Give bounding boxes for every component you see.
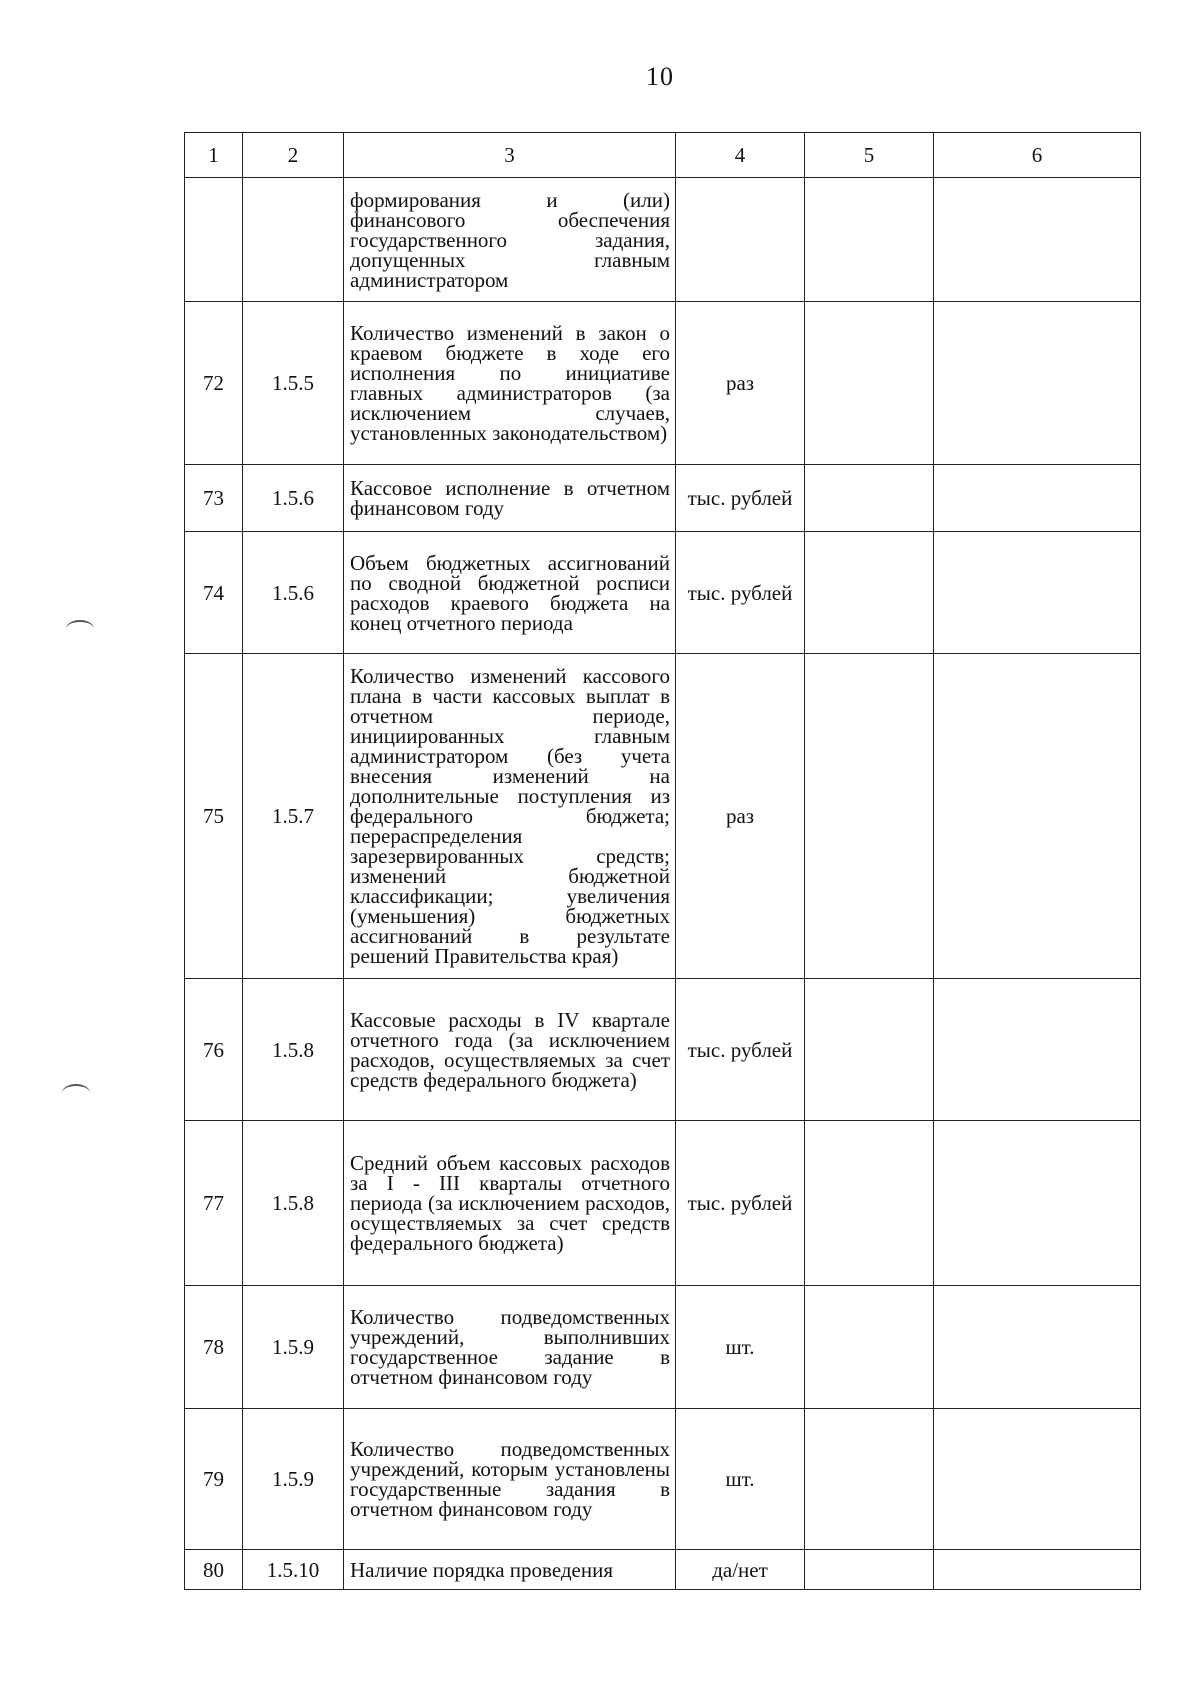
indicators-table [184,132,1141,1590]
row-description: формирования и (или) финансового обеспечения государственного задания, допущенных главным администратором [344,178,676,302]
row-description: Наличие порядка проведения [344,1550,676,1590]
table-row [185,1409,1141,1550]
binder-hole-mark-top [66,620,94,638]
column-header-6: 6 [934,133,1141,178]
row-col6 [934,1286,1141,1409]
row-col6 [934,1409,1141,1550]
row-description: Кассовые расходы в IV квартале отчетного года (за исключением расходов, осуществляемых за счет средств федерального бюджета) [344,979,676,1121]
row-col5 [805,1409,934,1550]
page-number: 10 [646,62,674,91]
row-col6 [934,1550,1141,1590]
row-unit [676,178,805,302]
table-row [185,465,1141,532]
row-description: Объем бюджетных ассигнований по сводной бюджетной росписи расходов краевого бюджета на конец отчетного периода [344,532,676,654]
column-header-4: 4 [676,133,805,178]
row-number [185,178,243,302]
row-description: Средний объем кассовых расходов за I - III кварталы отчетного периода (за исключением расходов, осуществляемых за счет средств федерального бюджета) [344,1121,676,1286]
row-unit: тыс. рублей [676,532,805,654]
row-col5 [805,465,934,532]
row-number: 78 [185,1286,243,1409]
row-unit: тыс. рублей [676,1121,805,1286]
row-number: 79 [185,1409,243,1550]
row-col6 [934,532,1141,654]
header-row [185,133,1141,178]
row-col5 [805,302,934,465]
table-row [185,1121,1141,1286]
row-unit: да/нет [676,1550,805,1590]
row-unit: тыс. рублей [676,465,805,532]
row-unit: раз [676,302,805,465]
table-row [185,178,1141,302]
row-code: 1.5.9 [243,1409,344,1550]
row-col5 [805,1286,934,1409]
table-row [185,532,1141,654]
row-col6 [934,178,1141,302]
column-header-5: 5 [805,133,934,178]
row-col5 [805,178,934,302]
row-number: 77 [185,1121,243,1286]
table-row [185,654,1141,979]
row-col5 [805,1121,934,1286]
row-description: Количество подведомственных учреждений, выполнивших государственное задание в отчетном финансовом году [344,1286,676,1409]
row-col5 [805,532,934,654]
row-description: Кассовое исполнение в отчетном финансовом году [344,465,676,532]
table-row [185,979,1141,1121]
binder-hole-mark-bottom [62,1084,90,1102]
row-number: 80 [185,1550,243,1590]
row-number: 75 [185,654,243,979]
row-description: Количество изменений кассового плана в части кассовых выплат в отчетном периоде, инициированных главным администратором (без учета внесения изменений на дополнительные поступления из федерального бюджета; перераспределения зарезервированных средств; изменений бюджетной классификации; увеличения (уменьшения) бюджетных ассигнований в результате решений Правительства края) [344,654,676,979]
row-code: 1.5.8 [243,1121,344,1286]
row-code: 1.5.10 [243,1550,344,1590]
row-code: 1.5.5 [243,302,344,465]
row-number: 73 [185,465,243,532]
table-row [185,1286,1141,1409]
row-col5 [805,979,934,1121]
row-col5 [805,1550,934,1590]
row-col6 [934,302,1141,465]
row-description: Количество изменений в закон о краевом бюджете в ходе его исполнения по инициативе главных администраторов (за исключением случаев, установленных законодательством) [344,302,676,465]
row-code: 1.5.7 [243,654,344,979]
row-code [243,178,344,302]
row-col6 [934,465,1141,532]
column-header-2: 2 [243,133,344,178]
row-col5 [805,654,934,979]
row-unit: тыс. рублей [676,979,805,1121]
row-col6 [934,654,1141,979]
row-unit: шт. [676,1286,805,1409]
row-unit: раз [676,654,805,979]
row-code: 1.5.6 [243,465,344,532]
row-code: 1.5.6 [243,532,344,654]
row-col6 [934,1121,1141,1286]
table-row [185,302,1141,465]
row-description: Количество подведомственных учреждений, которым установлены государственные задания в отчетном финансовом году [344,1409,676,1550]
table-row [185,1550,1141,1590]
row-code: 1.5.8 [243,979,344,1121]
row-number: 74 [185,532,243,654]
column-header-1: 1 [185,133,243,178]
row-col6 [934,979,1141,1121]
row-number: 72 [185,302,243,465]
row-unit: шт. [676,1409,805,1550]
column-header-3: 3 [344,133,676,178]
row-number: 76 [185,979,243,1121]
row-code: 1.5.9 [243,1286,344,1409]
